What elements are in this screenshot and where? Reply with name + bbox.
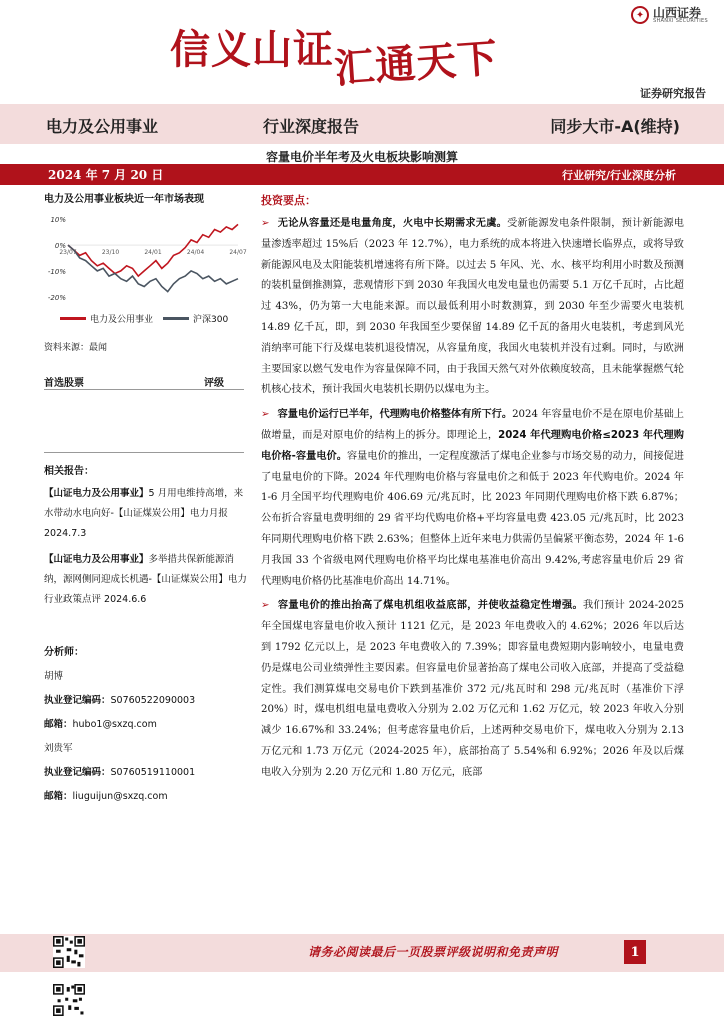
- related-1-source: 【山证电力及公用事业】: [44, 488, 149, 499]
- main-content: [261, 192, 684, 784]
- logo-cn: 山西证券: [653, 5, 702, 20]
- mail-address[interactable]: liuguijun@sxzq.com: [72, 791, 168, 802]
- point-1: [261, 214, 684, 401]
- invest-title: 投资要点：: [261, 194, 316, 207]
- chart-legend: [60, 312, 228, 325]
- reg-label: 执业登记编码：: [44, 767, 111, 778]
- point-1-lead: 无论从容量还是电量角度，火电中长期需求无虞。: [277, 218, 508, 229]
- bullet-arrow-icon: ➢: [261, 600, 270, 612]
- analyst-name: 刘贵军: [44, 743, 73, 754]
- qr-code-icon: [53, 984, 85, 1016]
- analyst-title: 分析师：: [44, 647, 84, 658]
- report-subtitle: 容量电价半年考及火电板块影响测算: [265, 150, 458, 164]
- mail-label: 邮箱：: [44, 719, 73, 730]
- reg-label: 执业登记编码：: [44, 695, 111, 706]
- legend-label-hs300: 沪深300: [193, 315, 229, 325]
- point-2-lead: 容量电价运行已半年，代理购电价格整体有所下行。: [277, 409, 513, 421]
- stock-table-header: [44, 374, 244, 389]
- point-2-text-b: 容量电价的推出，一定程度激活了煤电企业参与市场交易的动力，间接促进了电量电价的下降。2024 年代理购电价格与容量电价之和低于 2023 年代购电价。2024 年 1-6 月全国平均代理购电价 406.69 元/兆瓦时，比 2023 年同期代理购电价格下跌 6.87%；公布折合容量电费明细的 29 省平均代购电价格+平均容量电费 423.05 元/兆瓦时，比 2023 年同期代理购电价格下跌 2.63%；但整体上近年来电力供需仍呈偏紧平衡态势，2024 年 1-6 月我国 33 个省级电网代理购电价格平均比煤电基准电价高出 9.42%,考虑容量电价后 29 省代理购电价格仍比基准电价高出 14.71%。: [261, 450, 684, 587]
- related-2-text: 多举措共保新能源消纳，源网侧同迎成长机遇-【山证煤炭公用】电力行业政策点评 2024.6.6: [44, 554, 247, 605]
- x-tick-label: 24/01: [144, 249, 162, 257]
- reg-code: S0760522090003: [110, 695, 196, 706]
- x-tick-label: 24/04: [186, 249, 205, 257]
- stock-header-right: 评级: [204, 378, 224, 389]
- y-tick-label: 10%: [50, 216, 66, 225]
- footer-disclaimer[interactable]: 请务必阅读最后一页股票评级说明和免责声明: [308, 945, 559, 959]
- report-type: 证券研究报告: [640, 87, 706, 100]
- slogan-part1: 信义山证: [170, 26, 334, 73]
- legend-swatch-hs300: [163, 317, 189, 320]
- report-category: 行业研究/行业深度分析: [561, 169, 676, 182]
- analyst-mail: [44, 716, 157, 730]
- market-performance-chart: [44, 210, 247, 310]
- point-2: [261, 405, 684, 592]
- x-tick-label: 23/07: [59, 249, 77, 257]
- legend-swatch-power: [60, 317, 86, 320]
- x-tick-label: 23/10: [101, 249, 120, 257]
- divider: [44, 389, 244, 390]
- slogan-part2: 汇通天下: [332, 34, 500, 93]
- company-logo: [631, 6, 708, 24]
- bullet-arrow-icon: ➢: [261, 409, 270, 421]
- bullet-arrow-icon: ➢: [261, 218, 270, 229]
- mail-address[interactable]: hubo1@sxzq.com: [72, 719, 157, 730]
- point-3-text: 我们预计 2024-2025 年全国煤电容量电价收入预计 1121 亿元，是 2023 年电费收入的 4.62%；2026 年以后达到 1792 亿元以上，是 2023 年电费收入的 7.39%；即容量电费短期内影响较小，电量电费仍是煤电公司业绩弹性主要因素。但容量电价显著抬高了煤电公司收入底部，并提高了受益稳定性。我们测算煤电交易电价下跌到基准价 372 元/兆瓦时和 298 元/兆瓦时（基准价下浮 20%）时，煤电机组电量电费收入分别为 2.02 万亿元和 1.62 万亿元，较 2023 年收入分别减少 16.67%和 33.24%；但考虑容量电价后，上述两种交易电价下，煤电收入分别为 2.13 万亿元和 1.73 万亿元（2024-2025 年），底部抬高了 5.54%和 6.92%；2026 年及以后煤电收入分别为 2.20 万亿元和 1.80 万亿元，底部: [261, 600, 684, 778]
- point-1-text: 受新能源发电条件限制，预计新能源电量渗透率超过 15%后（2023 年 12.7%），电力系统的成本将进入快速增长临界点，或将导致新能源风电及太阳能装机增速将有所下降。以过去 5 年风、光、水、核平均利用小时数及预测的装机量倒推测算，悲观情形下到 2030 年我国火电发电量也仍需要 5.1 万亿千瓦时，占比超过 43%，仍为第一大电能来源。而以最低利用小时数测算，到 2030 年至少需要火电装机 14.89 亿千瓦，即，到 2030 年我国至少要保留 14.89 亿千瓦的备用火电装机，考虑到风光消纳率可能下行及煤电装机退役情况，从容量角度，我国火电装机并没有过剩。同时，与欧洲主要国家以燃气发电作为容量保障不同，由于我国天然气对外依赖度较高，且未能掌握燃气轮机核心技术，预计我国火电装机长期仍以煤电为主。: [261, 218, 684, 396]
- x-tick-label: 24/07: [229, 249, 247, 257]
- y-tick-label: -10%: [47, 267, 66, 276]
- point-3: [261, 596, 684, 783]
- logo-mark-icon: ✦: [631, 6, 649, 24]
- legend-label-power: 电力及公用事业: [90, 315, 154, 325]
- page-number: 1: [624, 940, 646, 964]
- divider: [44, 452, 244, 453]
- report-kind: 行业深度报告: [263, 117, 360, 136]
- chart-source: 资料来源：最闻: [44, 343, 108, 353]
- point-2-text-a: 2024 年容量电价不是在原电价基础上做增量，而是对原电价的结构上的拆分。即理论上，: [261, 409, 684, 441]
- chart-title: 电力及公用事业板块近一年市场表现: [44, 194, 204, 205]
- rating: 同步大市-A(维持): [550, 117, 680, 136]
- related-2-source: 【山证电力及公用事业】: [44, 554, 149, 565]
- qr-code-icon: [53, 936, 85, 968]
- related-report-2[interactable]: [44, 550, 250, 610]
- analyst-mail: [44, 788, 168, 802]
- stock-header-left: 首选股票: [44, 378, 84, 389]
- logo-en: SHANXI SECURITIES: [653, 17, 708, 24]
- mail-label: 邮箱：: [44, 791, 73, 802]
- industry-name: 电力及公用事业: [46, 117, 159, 136]
- y-tick-label: -20%: [47, 293, 66, 302]
- related-title: 相关报告：: [44, 466, 94, 477]
- analyst-reg: [44, 764, 195, 778]
- y-tick-label: 0%: [54, 242, 66, 251]
- report-date: 2024 年 7 月 20 日: [48, 168, 164, 182]
- slogan: [170, 18, 500, 93]
- related-report-1[interactable]: [44, 484, 250, 544]
- reg-code: S0760519110001: [110, 767, 196, 778]
- point-3-lead: 容量电价的推出抬高了煤电机组收益底部，并使收益稳定性增强。: [277, 600, 584, 612]
- analyst-name: 胡博: [44, 671, 64, 682]
- analyst-reg: [44, 692, 195, 706]
- related-1-text: 5 月用电维持高增，来水带动水电向好-【山证煤炭公用】电力月报 2024.7.3: [44, 488, 244, 539]
- point-2-emphasis: 2024 年代理购电价格≤2023 年代理购电价格-容量电价。: [261, 429, 684, 462]
